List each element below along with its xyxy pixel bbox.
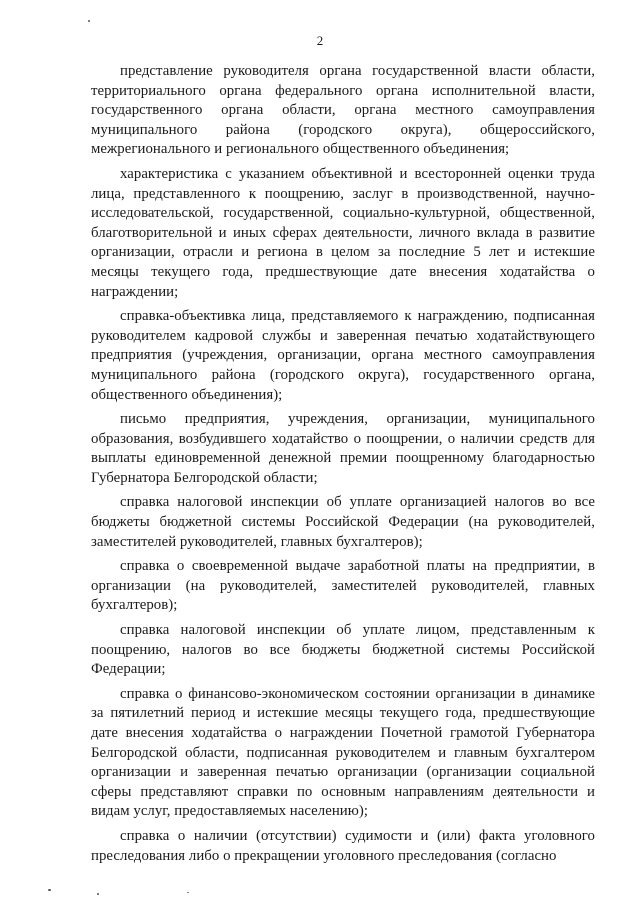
paragraph-criminal-record: справка о наличии (отсутствии) судимости и (или) факта уголовного преследования либо о прекращении уголовного преследования (согласно [91, 827, 595, 864]
paragraph-tax-person: справка налоговой инспекции об уплате лицом, представленным к поощрению, налогов во все бюджеты бюджетной системы Российской Федерации; [91, 622, 595, 678]
paragraph-characteristic: характеристика с указанием объективной и всесторонней оценки труда лица, представленного к поощрению, заслуг в производственной, научно-исследовательской, государственной, социально-культурной, общественной, благотворительной и иных сферах деятельности, личного вклада в развитие организации, отрасли и региона в целом за последние 5 лет и истекшие месяцы текущего года, предшествующие дате внесения ходатайства о награждении; [91, 165, 595, 300]
paragraph-letter: письмо предприятия, учреждения, организации, муниципального образования, возбудившего ходатайство о поощрении, о наличии средств для выплаты единовременной денежной премии поощренному благодарностью Губернатора Белгородской области; [91, 411, 595, 486]
paragraph-financial-state: справка о финансово-экономическом состоянии организации в динамике за пятилетний период и истекшие месяцы текущего года, предшествующие дате внесения ходатайства о награждении Почетной грамотой Губернатора Белгородской области, подписанная руководителем и главным бухгалтером организации и заверенная печатью организации (организации социальной сферы представляют справки по основным направлениям деятельности и видам услуг, предоставляемых населению); [91, 685, 595, 820]
scan-speck [88, 20, 90, 22]
page-number: 2 [316, 33, 324, 48]
scan-speck [187, 892, 189, 893]
paragraph-tax-organization: справка налоговой инспекции об уплате организацией налогов во все бюджеты бюджетной системы Российской Федерации (на руководителей, заместителей руководителей, главных бухгалтеров); [91, 494, 595, 550]
scan-speck [48, 889, 51, 891]
paragraph-reference-objective: справка-объективка лица, представляемого к награждению, подписанная руководителем кадровой службы и заверенная печатью ходатайствующего предприятия (учреждения, организации, органа местного самоуправления муниципального района (городского округа), государственного органа, общественного объединения); [91, 308, 595, 403]
scan-speck [97, 893, 99, 895]
paragraph-salary: справка о своевременной выдаче заработной платы на предприятии, в организации (на руководителей, заместителей руководителей, главных бухгалтеров); [91, 558, 595, 614]
document-body [91, 62, 595, 866]
paragraph-representation: представление руководителя органа государственной власти области, территориального органа федерального органа исполнительной власти, государственного органа области, органа местного самоуправления муниципального района (городского округа), общероссийского, межрегионального и регионального общественного объединения; [91, 63, 595, 158]
